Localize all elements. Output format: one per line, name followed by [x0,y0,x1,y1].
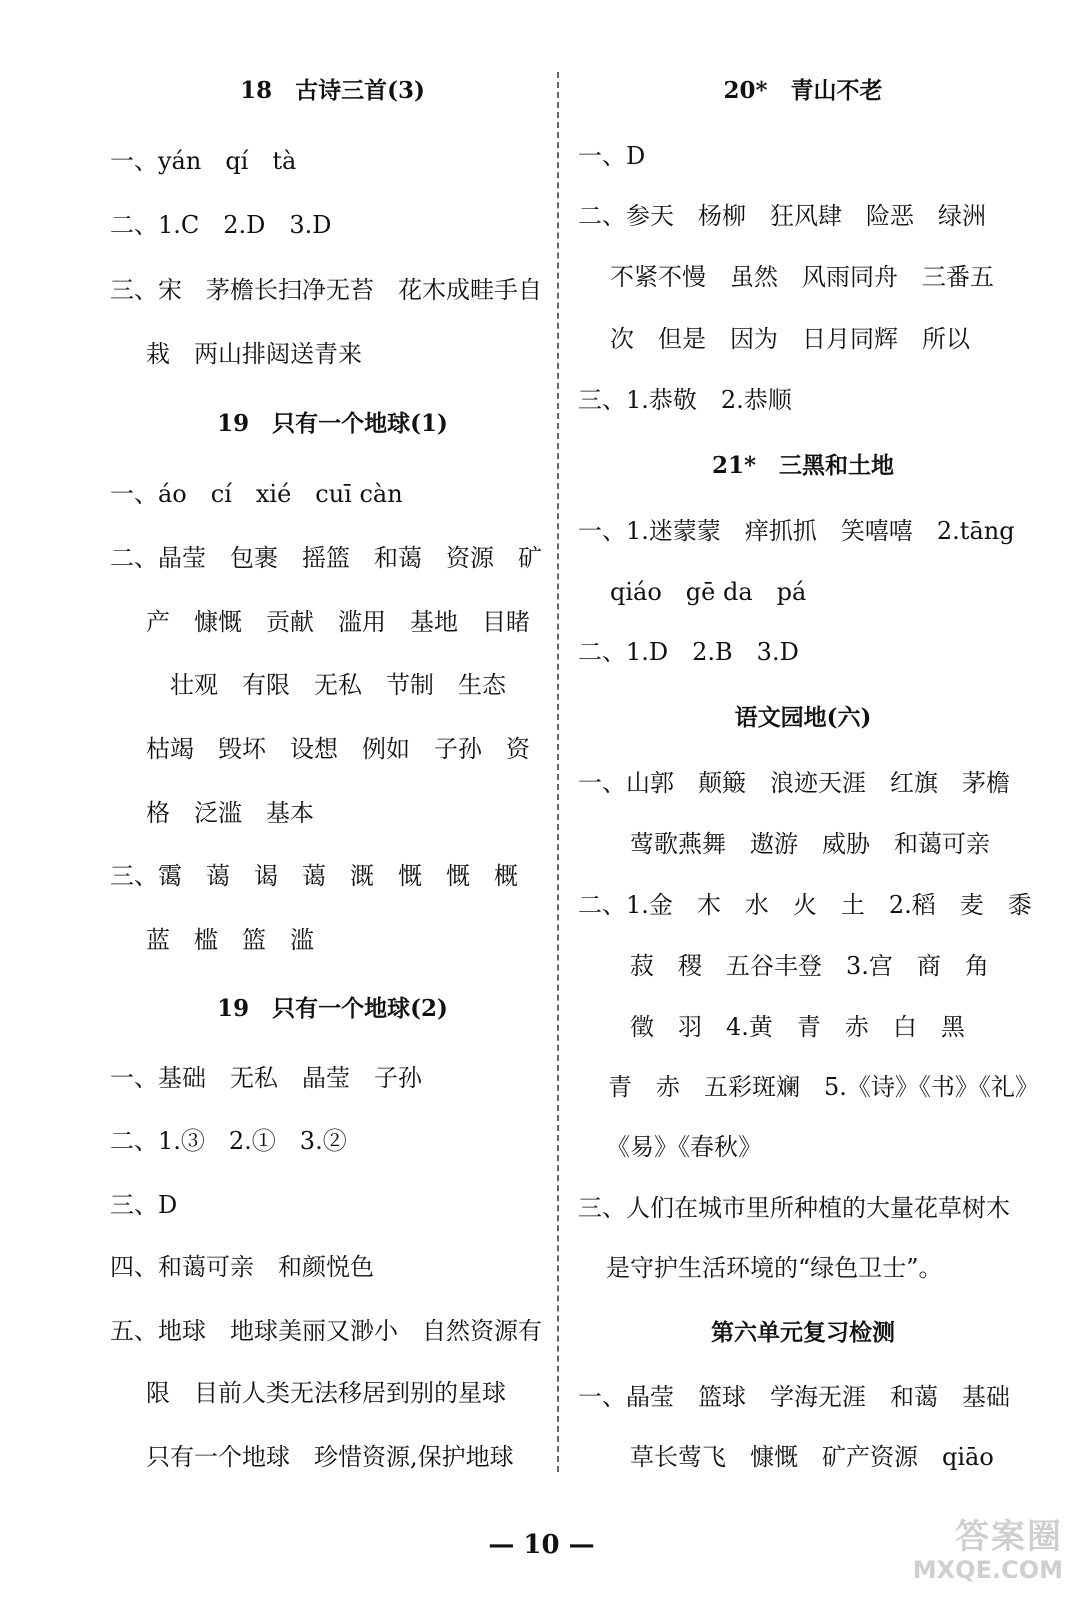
answer-line: 格 泛滥 基本 [146,799,314,827]
column-divider [557,72,559,1472]
answer-line: 蓝 槛 篮 滥 [146,926,314,954]
section-title: 19 只有一个地球(2) [217,995,448,1022]
answer-line: 二、1.金 木 水 火 土 2.稻 麦 黍 [578,891,1032,919]
answer-line: 二、1.D 2.B 3.D [578,638,799,666]
answer-line: 三、D [110,1191,178,1219]
answer-line: 二、晶莹 包裹 摇篮 和蔼 资源 矿 [110,544,542,572]
answer-line: 二、参天 杨柳 狂风肆 险恶 绿洲 [578,202,986,230]
answer-line: 枯竭 毁坏 设想 例如 子孙 资 [146,735,530,763]
answer-line: 二、1.C 2.D 3.D [110,211,332,239]
answer-line: 一、晶莹 篮球 学海无涯 和蔼 基础 [578,1383,1010,1411]
answer-line: 不紧不慢 虽然 风雨同舟 三番五 [610,263,994,291]
answer-line: 栽 两山排闼送青来 [146,340,362,368]
answer-line: 三、宋 茅檐长扫净无苔 花木成畦手自 [110,276,542,304]
answer-line: 一、D [578,142,646,170]
answer-line: 次 但是 因为 日月同辉 所以 [610,325,970,353]
watermark-url: MXQE.COM [912,1556,1063,1584]
section-title: 语文园地(六) [734,704,872,731]
section-title: 18 古诗三首(3) [240,77,425,104]
answer-line: 一、基础 无私 晶莹 子孙 [110,1064,422,1092]
answer-line: 徵 羽 4.黄 青 赤 白 黑 [630,1013,965,1041]
answer-line: 菽 稷 五谷丰登 3.宫 商 角 [630,952,989,980]
section-title: 第六单元复习检测 [711,1319,895,1346]
section-title: 21* 三黑和土地 [711,452,895,479]
page-number: — 10 — [488,1530,595,1560]
answer-line: 一、山郭 颠簸 浪迹天涯 红旗 茅檐 [578,769,1010,797]
answer-line: 壮观 有限 无私 节制 生态 [170,671,506,699]
answer-line: 青 赤 五彩斑斓 5.《诗》《书》《礼》 [608,1073,1039,1101]
answer-line: 限 目前人类无法移居到别的星球 [146,1379,506,1407]
answer-line: 四、和蔼可亲 和颜悦色 [110,1253,374,1281]
answer-line: 《易》《春秋》 [606,1133,762,1161]
answer-line: 三、1.恭敬 2.恭顺 [578,386,792,414]
answer-line: 三、霭 蔼 谒 蔼 溉 慨 慨 概 [110,862,518,890]
answer-line: 是守护生活环境的“绿色卫士”。 [606,1254,943,1282]
answer-line: 一、1.迷蒙蒙 痒抓抓 笑嘻嘻 2.tāng [578,517,1015,545]
answer-line: 莺歌燕舞 遨游 威胁 和蔼可亲 [630,830,990,858]
answer-line: 草长莺飞 慷慨 矿产资源 qiāo [630,1443,994,1471]
section-title: 20* 青山不老 [723,77,883,104]
answer-line: qiáo gē da pá [610,578,807,606]
answer-line: 三、人们在城市里所种植的大量花草树木 [578,1194,1010,1222]
answer-line: 产 慷慨 贡献 滥用 基地 目睹 [146,608,530,636]
answer-line: 一、áo cí xié cuī càn [110,480,403,508]
answer-line: 只有一个地球 珍惜资源,保护地球 [146,1443,514,1471]
watermark-logo [873,1518,1063,1588]
watermark-text: 答案圈 [955,1517,1063,1557]
answer-line: 一、yán qí tà [110,147,297,175]
answer-line: 五、地球 地球美丽又渺小 自然资源有 [110,1317,542,1345]
section-title: 19 只有一个地球(1) [217,410,448,437]
answer-line: 二、1.③ 2.① 3.② [110,1127,347,1155]
